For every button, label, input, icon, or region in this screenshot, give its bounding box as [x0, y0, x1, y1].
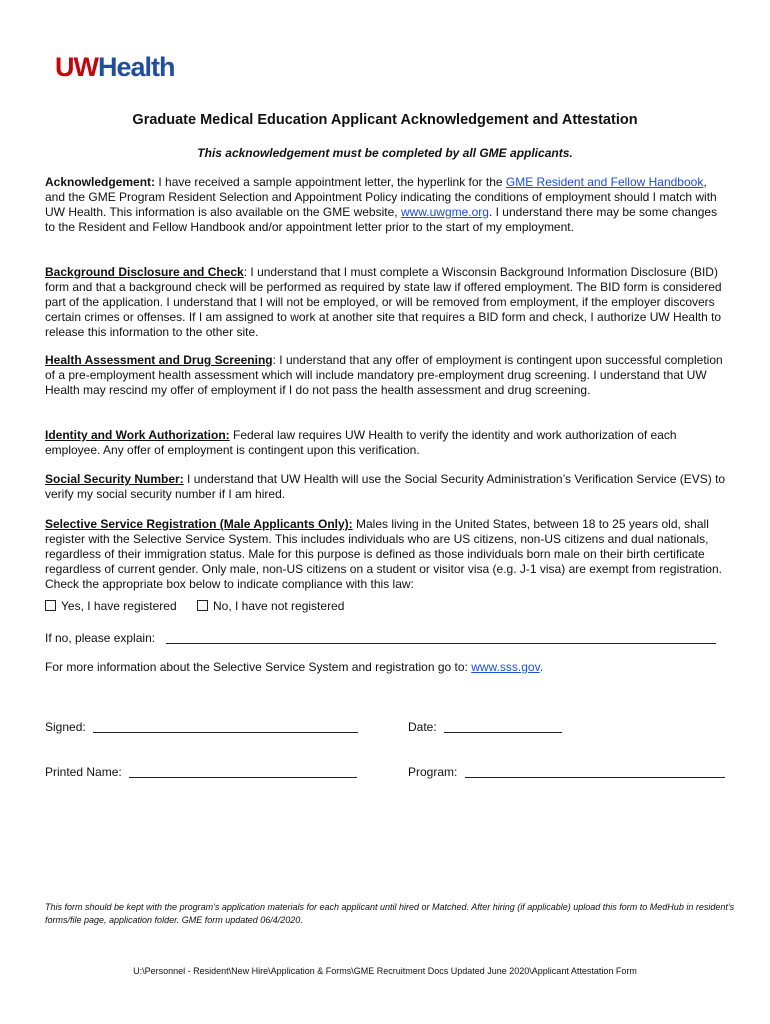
printed-name-row: [45, 765, 357, 780]
health-section: [45, 353, 730, 398]
yes-label: Yes, I have registered: [61, 599, 177, 613]
logo-uw: UW: [55, 52, 98, 82]
acknowledgement-section: [45, 175, 730, 235]
selective-heading: Selective Service Registration (Male Applicants Only):: [45, 517, 353, 531]
footnote: This form should be kept with the program’s application materials for each applicant until hired or Matched. After hiring (if applicable) upload this form to MedHub in resident’s forms/file page, application folder. GME form updated 06/4/2020.: [45, 902, 735, 925]
acknowledgement-text-1: I have received a sample appointment letter, the hyperlink for the: [155, 175, 506, 189]
health-text: : I understand that any offer of employment is contingent upon successful completion of a pre-employment health assessment which will include mandatory pre-employment drug screening. I understand that UW Health may rescind my offer of employment if I do not pass the health assessment and drug screening.: [45, 353, 723, 397]
background-heading: Background Disclosure and Check: [45, 265, 244, 279]
printed-name-field[interactable]: [129, 765, 357, 778]
identity-section: [45, 428, 730, 458]
more-info-text: For more information about the Selective Service System and registration go to:: [45, 660, 472, 674]
yes-checkbox[interactable]: [45, 600, 56, 611]
ssn-section: [45, 472, 730, 502]
ssn-heading: Social Security Number:: [45, 472, 184, 486]
health-heading: Health Assessment and Drug Screening: [45, 353, 273, 367]
date-field[interactable]: [444, 720, 562, 733]
program-field[interactable]: [465, 765, 725, 778]
acknowledgement-text-2: , and the GME Program Resident Selection and Appointment Policy indicating the conditions of employment should I match with UW Health. This information is also available on the GME website,: [45, 175, 717, 219]
identity-text: Federal law requires UW Health to verify the identity and work authorization of each employee. Any offer of employment is contingent upon this verification.: [45, 428, 677, 457]
printed-name-label: Printed Name:: [45, 765, 122, 779]
identity-heading: Identity and Work Authorization:: [45, 428, 230, 442]
file-path: U:\Personnel - Resident\New Hire\Application & Forms\GME Recruitment Docs Updated June 2020\Applicant Attestation Form: [133, 966, 637, 976]
no-checkbox[interactable]: [197, 600, 208, 611]
logo-health: Health: [97, 52, 175, 82]
no-option[interactable]: [197, 599, 344, 614]
more-info: [45, 660, 543, 675]
handbook-link[interactable]: GME Resident and Fellow Handbook: [505, 175, 704, 189]
date-row: [408, 720, 562, 735]
background-section: [45, 265, 730, 340]
date-label: Date:: [408, 720, 437, 734]
signed-label: Signed:: [45, 720, 86, 734]
acknowledgement-heading: Acknowledgement:: [45, 175, 156, 189]
acknowledgement-text-3: . I understand there may be some changes to the Resident and Fellow Handbook and/or appointment letter prior to the start of my employment.: [45, 205, 718, 234]
page-title: Graduate Medical Education Applicant Acknowledgement and Attestation: [132, 112, 638, 128]
program-row: [408, 765, 725, 780]
signed-row: [45, 720, 358, 735]
explain-field[interactable]: [166, 631, 716, 644]
page-subtitle: This acknowledgement must be completed by all GME applicants.: [197, 146, 573, 160]
background-text: : I understand that I must complete a Wisconsin Background Information Disclosure (BID) form and that a background check will be performed as required by state law if offered employment. The BID form is considered part of the application. I understand that I will not be employed, or will be removed from employment, if the employer discovers certain crimes or offenses. If I am assigned to work at another site that requires a BID form and check, I authorize UW Health to release this information to the other site.: [45, 265, 722, 339]
explain-label: If no, please explain:: [45, 631, 156, 645]
gme-website-link[interactable]: www.uwgme.org: [400, 205, 489, 219]
selective-section: [45, 517, 730, 592]
selective-text: Males living in the United States, between 18 to 25 years old, shall register with the Selective Service System. This includes individuals who are US citizens, non-US citizens and dual nationals, regardless of their immigration status. Male for this purpose is defined as those individuals born male on their birth certificate regardless of current gender. Only male, non-US citizens on a student or visitor visa (e.g. J-1 visa) are exempt from registration. Check the appropriate box below to indicate compliance with this law:: [45, 517, 722, 591]
uw-health-logo: [55, 52, 175, 82]
yes-option[interactable]: [45, 599, 177, 614]
more-info-end: .: [539, 660, 544, 674]
explain-row: [45, 631, 716, 646]
signed-field[interactable]: [93, 720, 358, 733]
no-label: No, I have not registered: [213, 599, 345, 613]
ssn-text: I understand that UW Health will use the Social Security Administration’s Verification Service (EVS) to verify my social security number if I am hired.: [45, 472, 726, 501]
sss-link[interactable]: www.sss.gov: [471, 660, 540, 674]
program-label: Program:: [408, 765, 458, 779]
